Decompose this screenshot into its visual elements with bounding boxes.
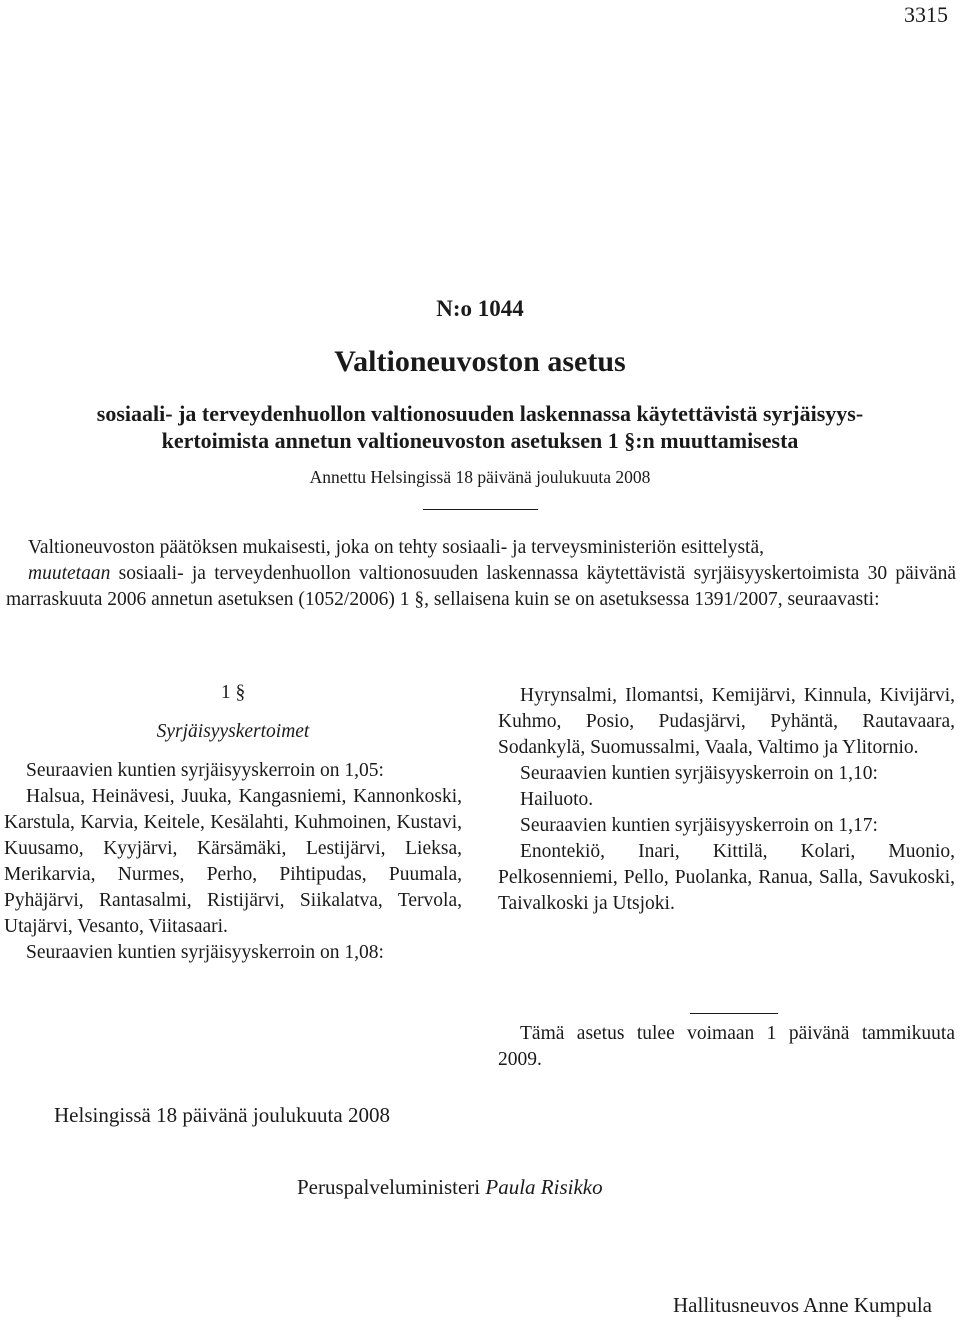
section-number: 1 § <box>220 682 246 703</box>
preamble <box>6 535 956 613</box>
entry-into-force-text: Tämä asetus tulee voimaan 1 päivänä tammikuuta 2009. <box>498 1023 955 1070</box>
minister-signature <box>297 1175 603 1200</box>
coefficient-105-municipalities: Halsua, Heinävesi, Juuka, Kangasniemi, Kannonkoski, Karstula, Karvia, Keitele, Kesälahti, Kuhmoinen, Kustavi, Kuusamo, Kyyjärvi, Kärsämäki, Lestijärvi, Lieksa, Merikarvia, Nurmes, Perho, Pihtipudas, Puumala, Pyhäjärvi, Rantasalmi, Ristijärvi, Siikalatva, Tervola, Utajärvi, Vesanto, Viitasaari. <box>4 786 462 937</box>
minister-title: Peruspalveluministeri <box>297 1175 486 1199</box>
signing-place-date: Helsingissä 18 päivänä joulukuuta 2008 <box>54 1103 390 1127</box>
subtitle-line-1: sosiaali- ja terveydenhuollon valtionosuuden laskennassa käytettävistä syrjäisyys- <box>96 401 864 426</box>
section-heading: Syrjäisyyskertoimet <box>156 721 310 742</box>
coefficient-117-municipalities: Enontekiö, Inari, Kittilä, Kolari, Muonio, Pelkosenniemi, Pello, Puolanka, Ranua, Salla, Savukoski, Taivalkoski ja Utsjoki. <box>498 841 955 914</box>
counsellor-signature: Hallitusneuvos Anne Kumpula <box>673 1293 932 1317</box>
given-date: Annettu Helsingissä 18 päivänä joulukuuta 2008 <box>309 467 651 487</box>
entry-into-force <box>498 1021 955 1073</box>
statute-number: N:o 1044 <box>436 296 524 321</box>
left-column <box>4 680 462 966</box>
subtitle-line-2: kertoimista annetun valtioneuvoston asetuksen 1 §:n muuttamisesta <box>161 428 799 453</box>
end-of-section-rule <box>690 1013 778 1014</box>
coefficient-110-intro: Seuraavien kuntien syrjäisyyskerroin on 1,10: <box>520 763 878 784</box>
right-column <box>498 683 955 917</box>
document-subtitle <box>20 400 940 454</box>
preamble-paragraph-2-text: sosiaali- ja terveydenhuollon valtionosuuden laskennassa käytettävistä syrjäisyyskertoimista 30 päivänä marraskuuta 2006 annetun asetuksen (1052/2006) 1 §, sellaisena kuin se on asetuksessa 1391/2007, seuraavasti: <box>6 563 956 610</box>
document-title: Valtioneuvoston asetus <box>334 345 626 378</box>
minister-name: Paula Risikko <box>485 1175 603 1199</box>
enacting-word: muutetaan <box>28 563 111 584</box>
coefficient-110-municipalities: Hailuoto. <box>520 789 594 810</box>
coefficient-105-intro: Seuraavien kuntien syrjäisyyskerroin on 1,05: <box>26 760 384 781</box>
coefficient-108-municipalities: Hyrynsalmi, Ilomantsi, Kemijärvi, Kinnula, Kivijärvi, Kuhmo, Posio, Pudasjärvi, Pyhäntä, Rautavaara, Sodankylä, Suomussalmi, Vaala, Valtimo ja Ylitornio. <box>498 685 955 758</box>
coefficient-117-intro: Seuraavien kuntien syrjäisyyskerroin on 1,17: <box>520 815 878 836</box>
preamble-paragraph-1: Valtioneuvoston päätöksen mukaisesti, joka on tehty sosiaali- ja terveysministeriön esittelystä, <box>28 537 764 558</box>
page-number: 3315 <box>904 2 948 27</box>
divider-rule <box>423 509 538 510</box>
coefficient-108-intro: Seuraavien kuntien syrjäisyyskerroin on 1,08: <box>26 942 384 963</box>
preamble-paragraph-2 <box>6 561 956 613</box>
